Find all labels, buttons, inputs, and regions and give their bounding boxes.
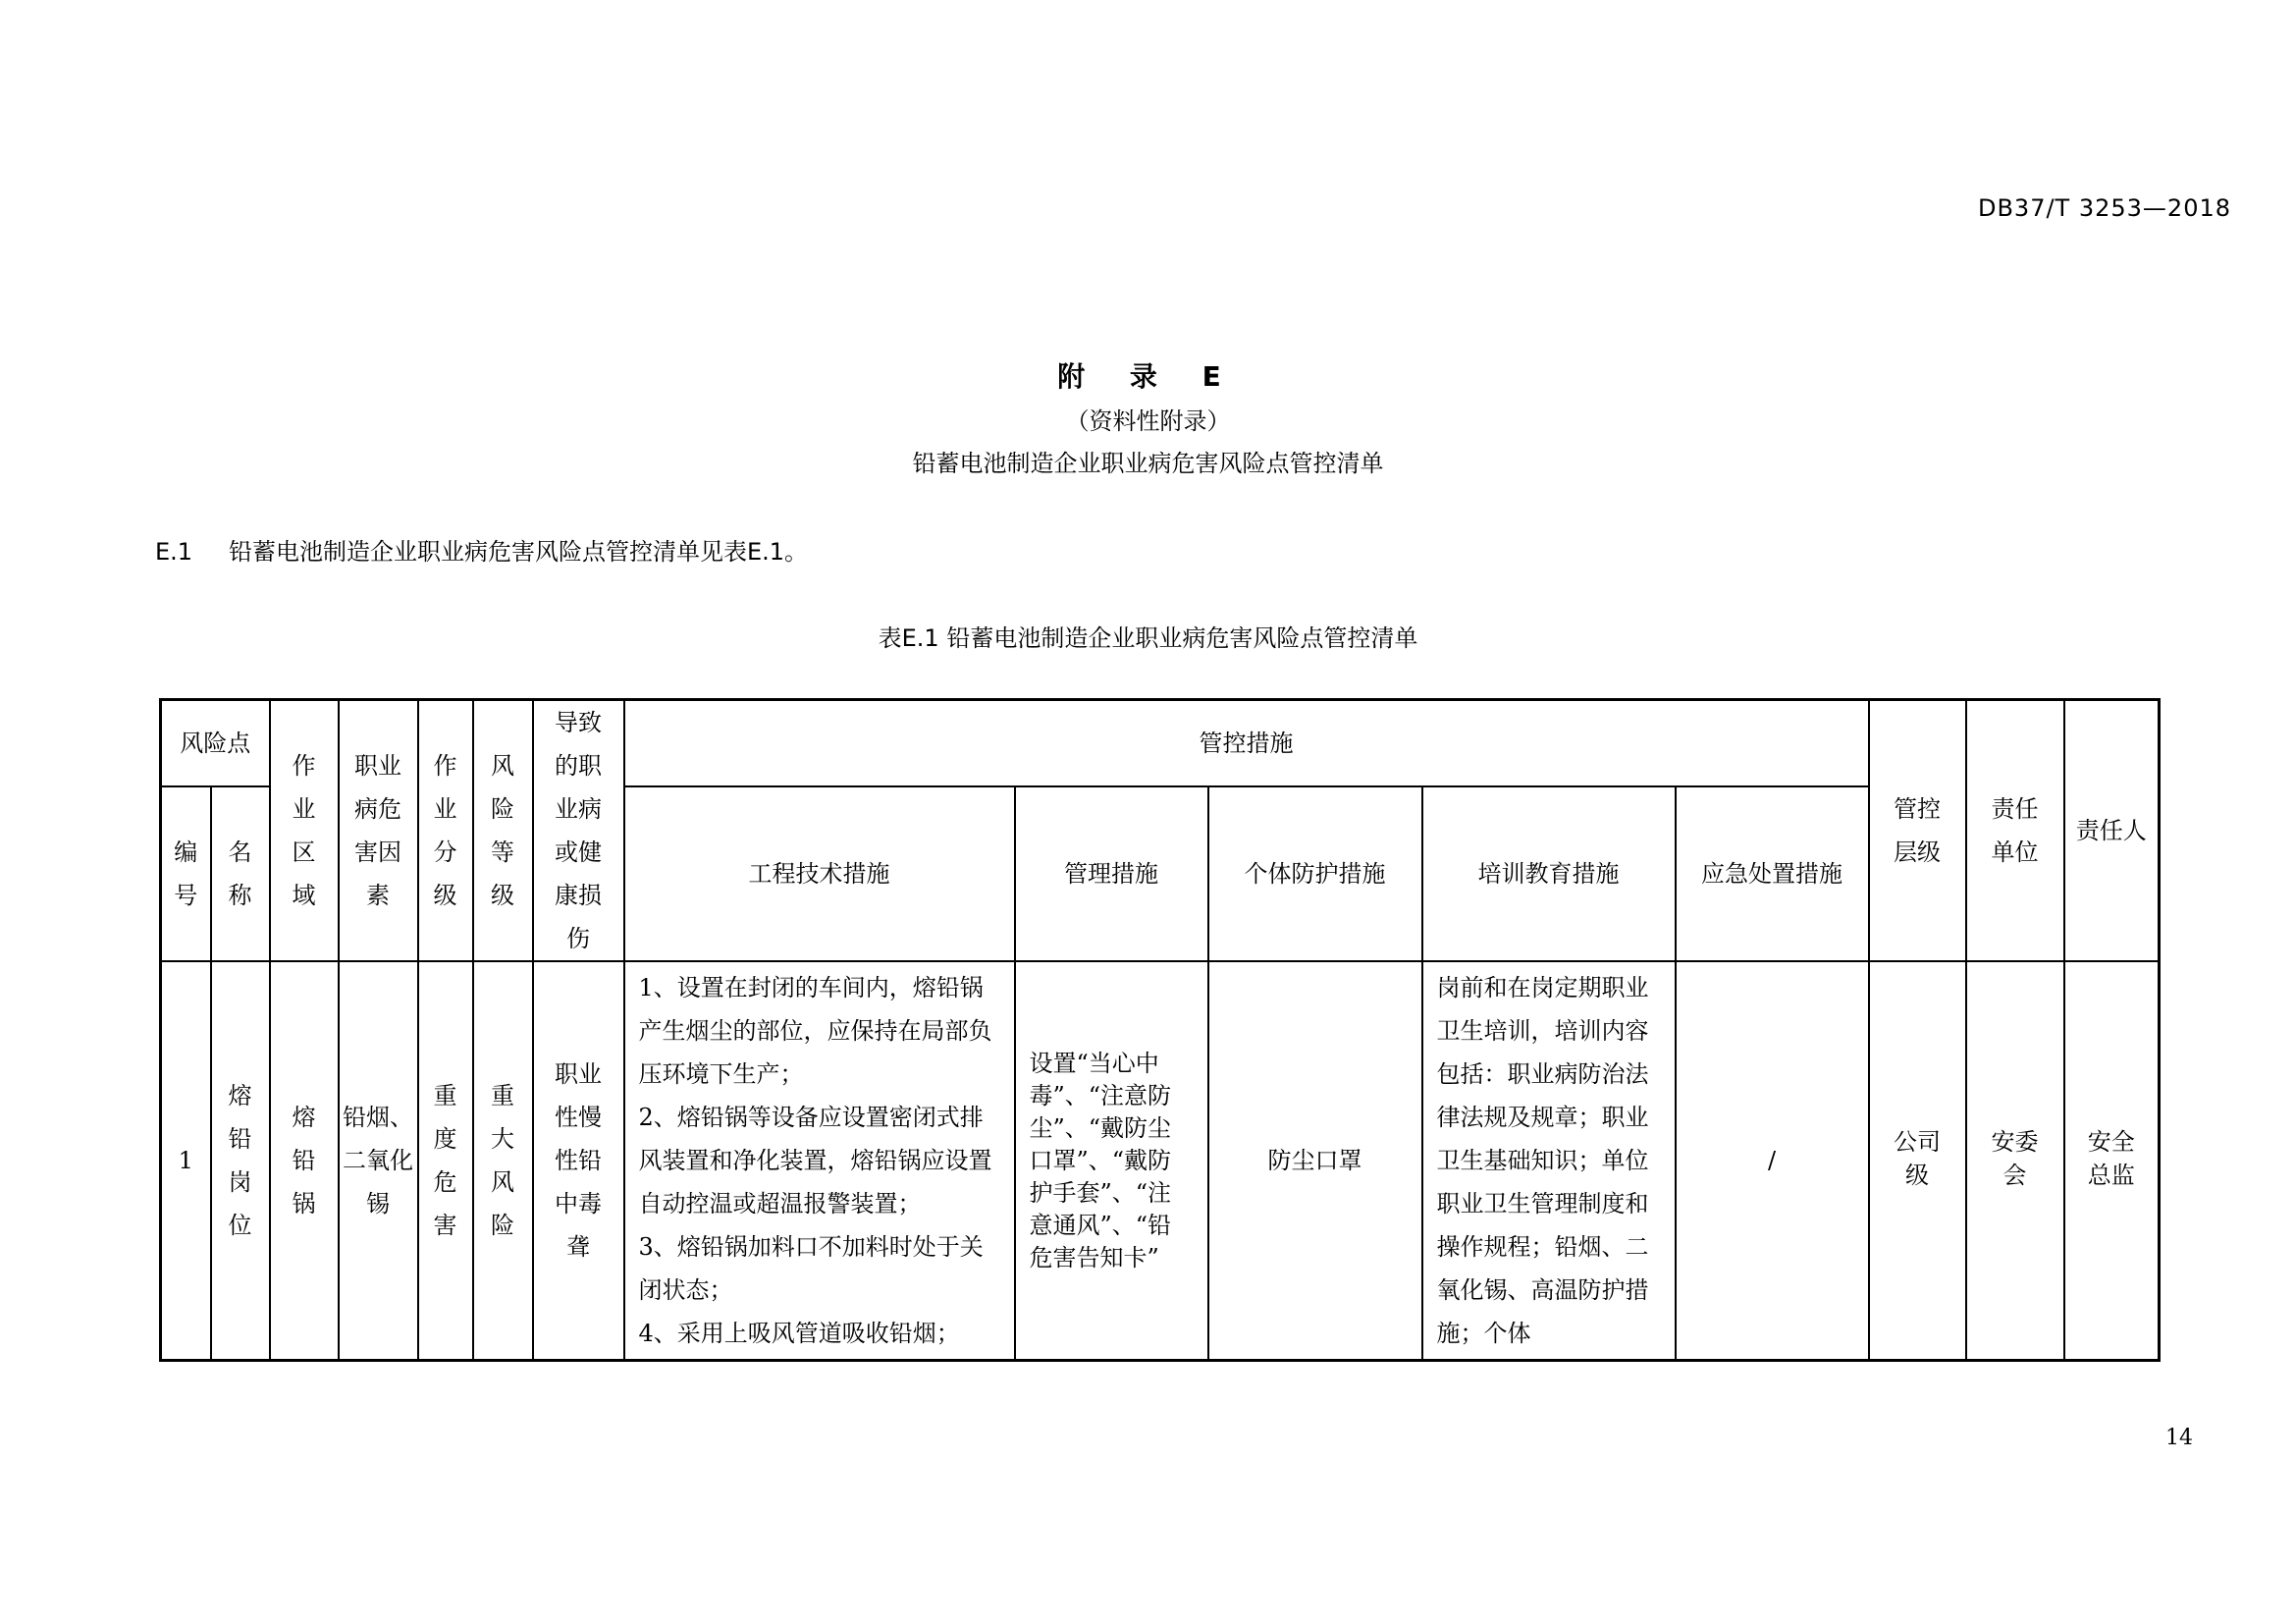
appendix-name: 铅蓄电池制造企业职业病危害风险点管控清单 [912, 450, 1384, 477]
cell-responsible-unit: 安委会 [1966, 961, 2064, 1361]
header-name: 名称 [211, 786, 270, 961]
header-engineering: 工程技术措施 [624, 786, 1015, 961]
header-emergency: 应急处置措施 [1676, 786, 1869, 961]
engineering-item: 4、采用上吸风管道吸收铅烟； [638, 1320, 960, 1347]
header-control-measures: 管控措施 [624, 700, 1869, 787]
document-number: DB37/T 3253—2018 [1977, 194, 2231, 222]
cell-work-grade: 重度危害 [418, 961, 473, 1361]
header-work-grade: 作业分级 [418, 700, 473, 962]
header-work-area: 作业区域 [270, 700, 339, 962]
header-control-level: 管控层级 [1869, 700, 1966, 962]
clause-e1 [155, 532, 808, 567]
cell-consequence: 职业性慢性铅中毒聋 [533, 961, 624, 1361]
header-risk-level: 风险等级 [473, 700, 533, 962]
header-hazard-factor: 职业病危害因素 [339, 700, 418, 962]
page-number: 14 [2165, 1426, 2193, 1450]
header-risk-point: 风险点 [161, 700, 270, 787]
clause-number: E.1 [155, 538, 193, 566]
cell-training: 岗前和在岗定期职业卫生培训，培训内容包括：职业病防治法律法规及规章；职业卫生基础知识；单位职业卫生管理制度和操作规程；铅烟、二氧化锡、高温防护措施；个体 [1422, 961, 1676, 1361]
engineering-item: 3、熔铅锅加料口不加料时处于关闭状态； [638, 1233, 984, 1304]
cell-hazard-factor: 铅烟、二氧化锡 [339, 961, 418, 1361]
clause-text: 铅蓄电池制造企业职业病危害风险点管控清单见表E.1。 [229, 538, 809, 566]
risk-control-table [159, 698, 2161, 1362]
cell-emergency: / [1676, 961, 1869, 1361]
header-number: 编号 [161, 786, 211, 961]
table-row [161, 961, 2160, 1361]
appendix-subtitle: （资料性附录） [1065, 407, 1231, 435]
cell-responsible-person: 安全总监 [2064, 961, 2160, 1361]
appendix-title: 附 录 E [1057, 360, 1239, 393]
header-personal-protection: 个体防护措施 [1208, 786, 1422, 961]
cell-number: 1 [161, 961, 211, 1361]
cell-name: 熔铅岗位 [211, 961, 270, 1361]
cell-engineering [624, 961, 1015, 1361]
table-title: 表E.1 铅蓄电池制造企业职业病危害风险点管控清单 [878, 624, 1418, 652]
cell-control-level: 公司级 [1869, 961, 1966, 1361]
engineering-item: 2、熔铅锅等设备应设置密闭式排风装置和净化装置，熔铅锅应设置自动控温或超温报警装置； [638, 1104, 992, 1217]
cell-risk-level: 重大风险 [473, 961, 533, 1361]
cell-work-area: 熔铅锅 [270, 961, 339, 1361]
header-management: 管理措施 [1015, 786, 1208, 961]
cell-personal-protection: 防尘口罩 [1208, 961, 1422, 1361]
header-responsible-person: 责任人 [2064, 700, 2160, 962]
header-consequence: 导致的职业病或健康损伤 [533, 700, 624, 962]
cell-management: 设置“当心中毒”、“注意防尘”、“戴防尘口罩”、“戴防护手套”、“注意通风”、“铅危害告知卡” [1015, 961, 1208, 1361]
header-training: 培训教育措施 [1422, 786, 1676, 961]
header-responsible-unit: 责任单位 [1966, 700, 2064, 962]
engineering-item: 1、设置在封闭的车间内，熔铅锅产生烟尘的部位，应保持在局部负压环境下生产； [638, 974, 992, 1088]
